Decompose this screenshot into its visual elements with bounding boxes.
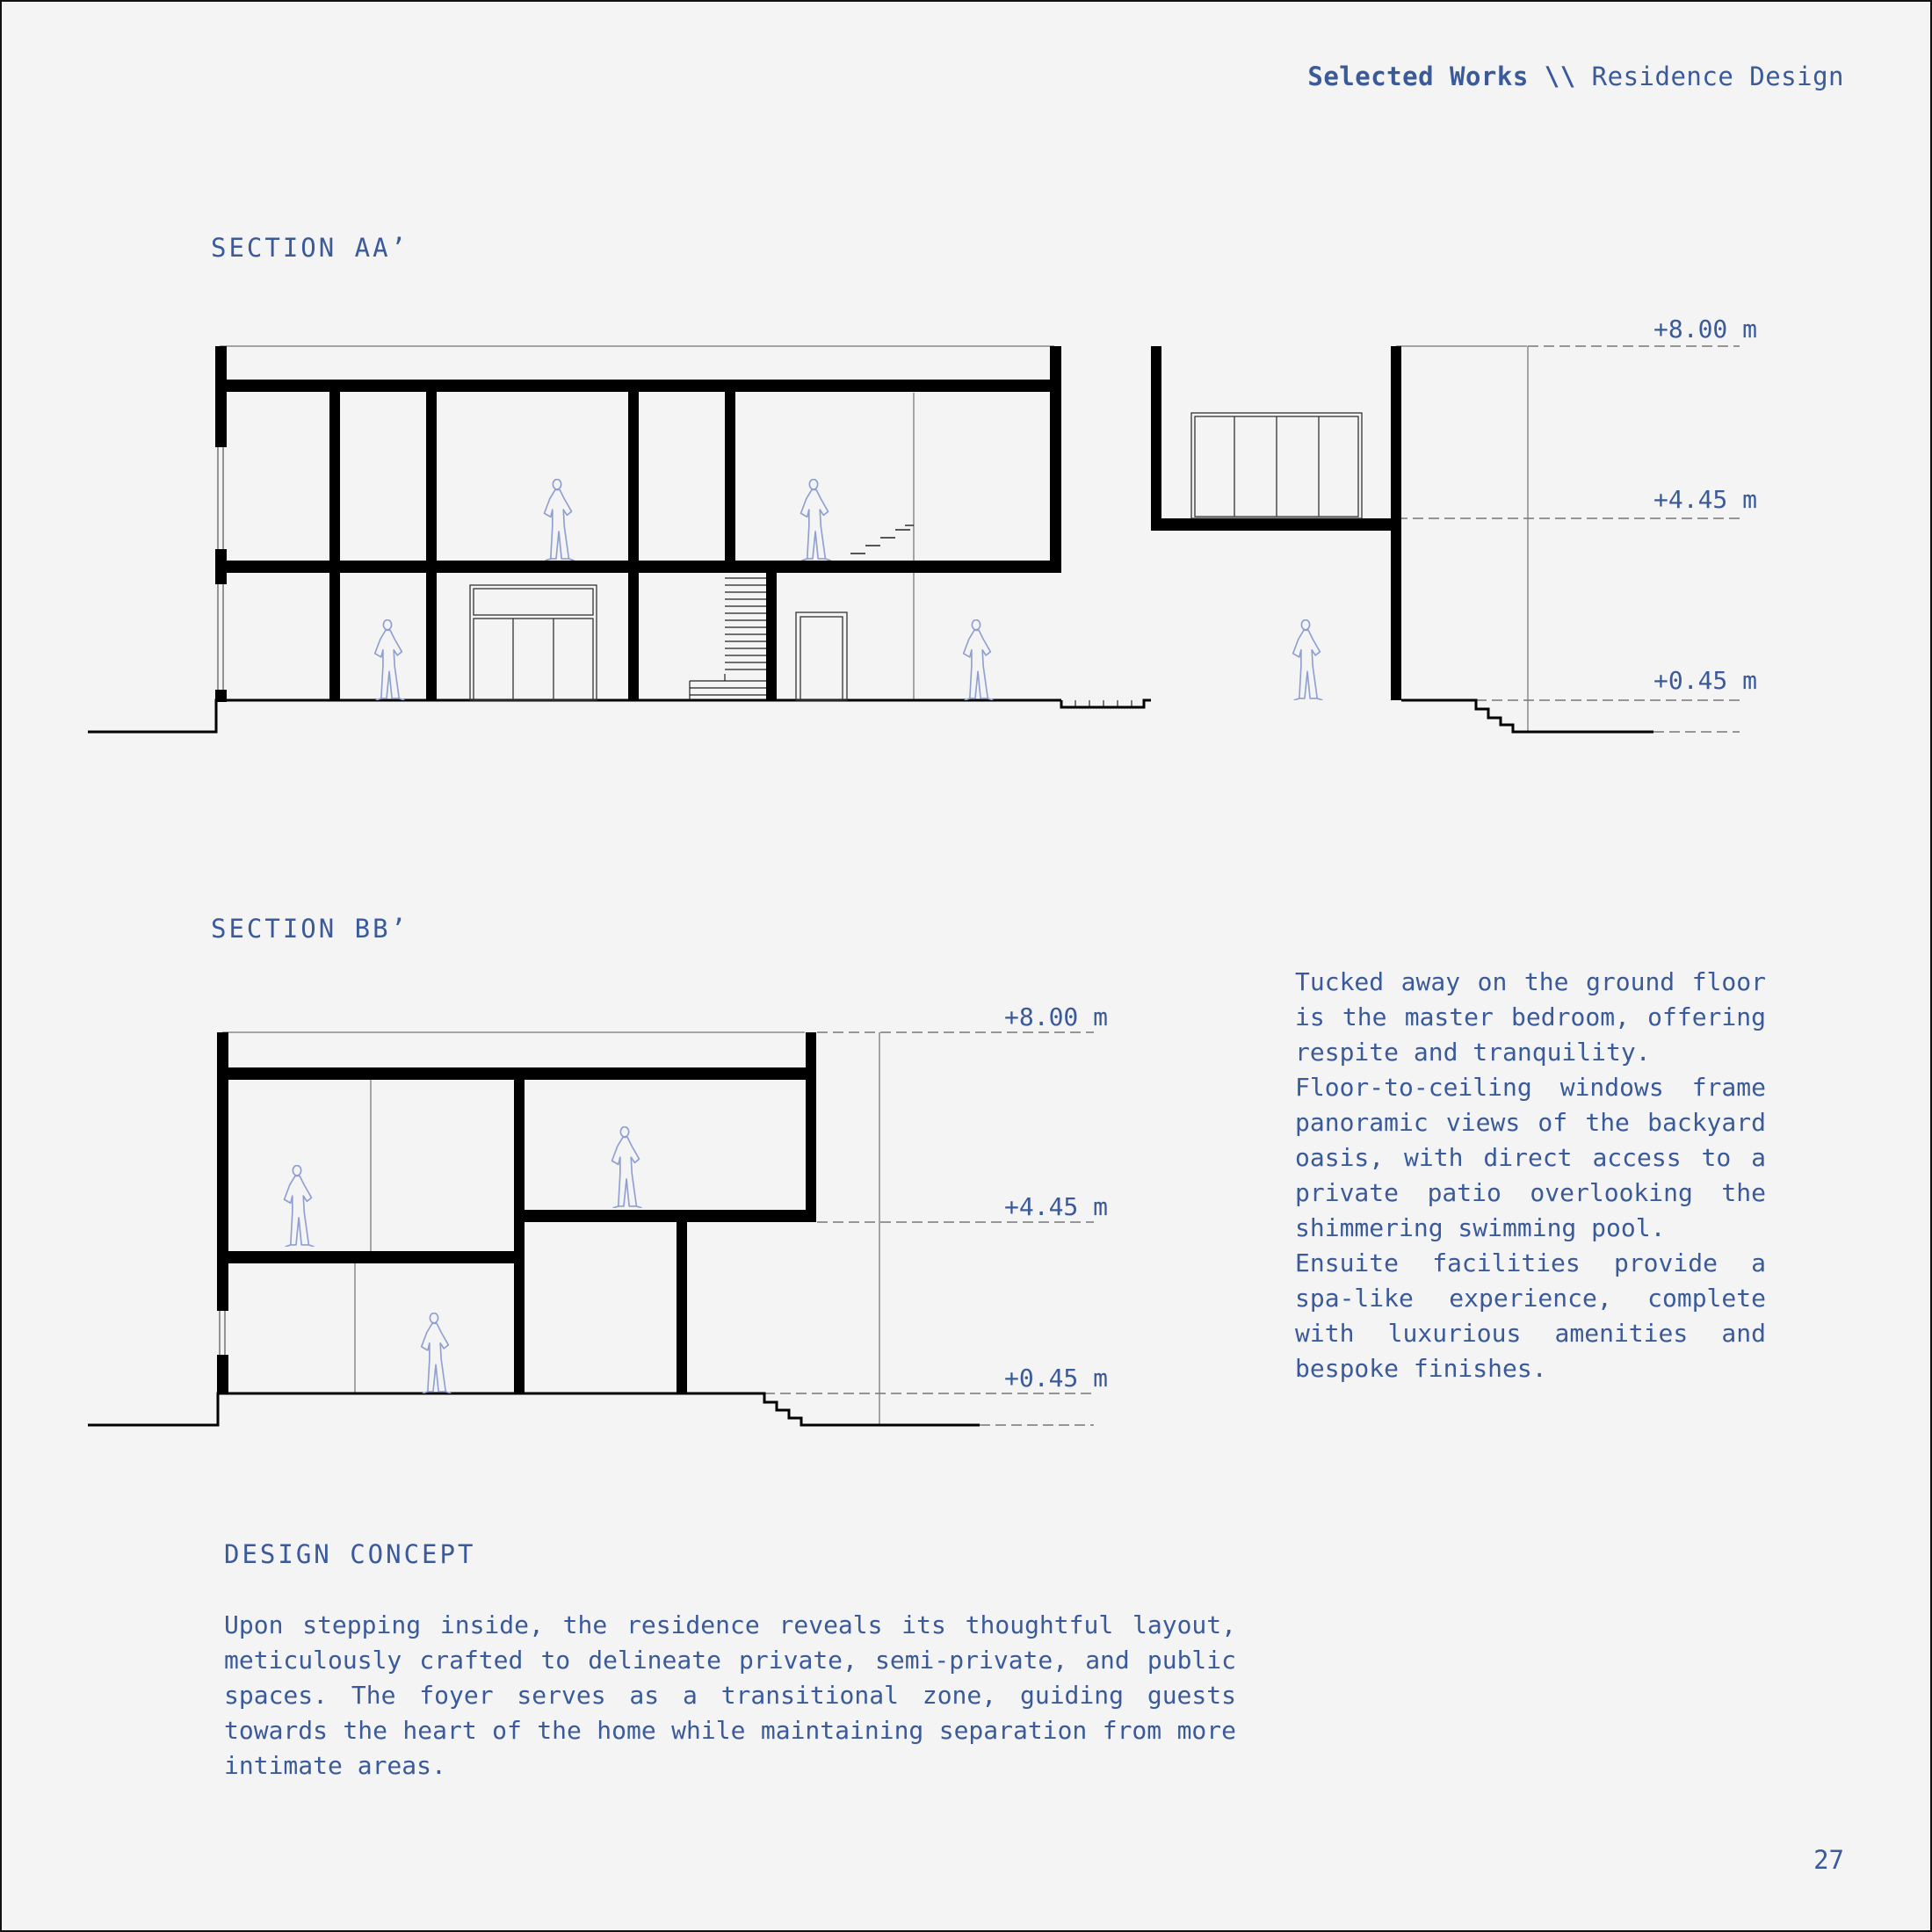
- side-paragraph: Ensuite facilities provide a spa-like experience, complete with luxurious amenities and bespoke finishes.: [1295, 1248, 1766, 1383]
- section-bb-drawing: [88, 1002, 1108, 1425]
- master-bedroom-description: [1295, 965, 1766, 1386]
- side-paragraph: Tucked away on the ground floor is the master bedroom, offering respite and tranquility.: [1295, 967, 1766, 1067]
- header-subtitle: Residence Design: [1575, 62, 1844, 91]
- section-bb-title: SECTION BB’: [211, 914, 409, 944]
- aa-level-ground: +0.45 m: [1653, 666, 1758, 695]
- design-concept-text: Upon stepping inside, the residence reveals its thoughtful layout, meticulously crafted to delineate private, semi-private, and public spaces. The foyer serves as a transitional zone, guiding guests towards the heart of the home while maintaining separation from more intimate areas.: [224, 1610, 1236, 1780]
- section-aa-drawing: [88, 315, 1757, 732]
- header-bold: Selected Works \\: [1307, 62, 1576, 91]
- bb-level-top: +8.00 m: [1004, 1002, 1109, 1031]
- section-aa-title: SECTION AA’: [211, 233, 409, 263]
- aa-level-top: +8.00 m: [1653, 315, 1758, 344]
- page-number: 27: [1813, 1845, 1844, 1875]
- aa-level-mid: +4.45 m: [1653, 485, 1758, 514]
- design-concept-title: DESIGN CONCEPT: [224, 1539, 476, 1569]
- bb-level-ground: +0.45 m: [1004, 1364, 1109, 1393]
- bb-level-mid: +4.45 m: [1004, 1192, 1109, 1221]
- side-paragraph: Floor-to-ceiling windows frame panoramic views of the backyard oasis, with direct access to a private patio overlooking the shimmering swimming pool.: [1295, 1073, 1766, 1242]
